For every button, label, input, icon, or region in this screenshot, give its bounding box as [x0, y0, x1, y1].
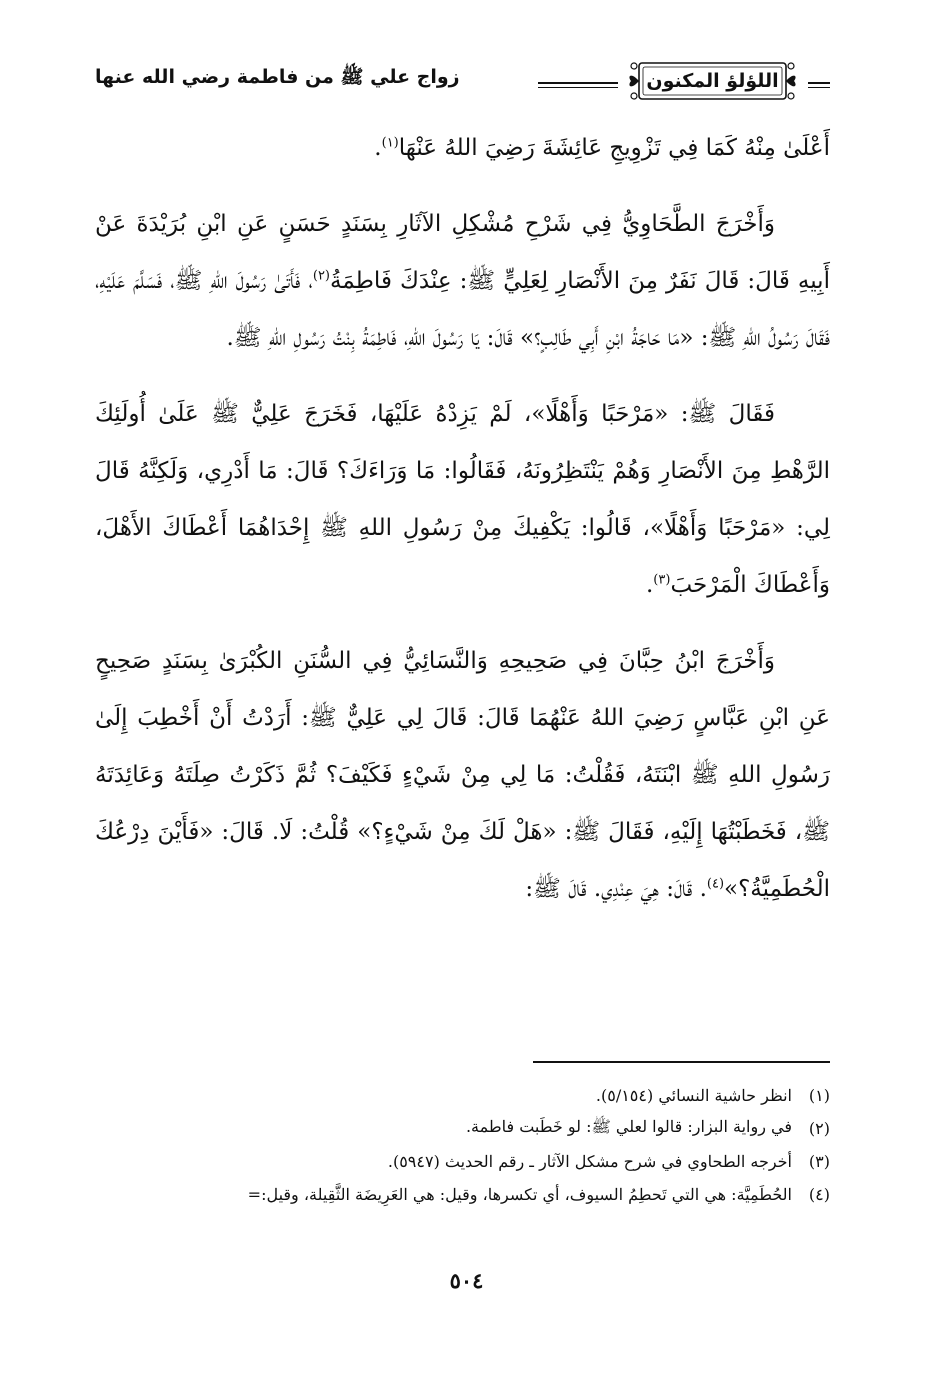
footnote-number: (١)	[808, 1086, 830, 1105]
paragraph-1	[95, 120, 830, 177]
paragraph-2-text-b: ، فَأَتَىٰ رَسُولَ اللهِ ﷺ، فَسَلَّمَ عَلَيْهِ، فَقَالَ رَسُولُ اللهِ ﷺ: «مَا حَاجَةُ ابْنِ أَبِي طَالِبٍ؟» قَالَ: يَا رَسُولَ اللهِ، فَاطِمَةُ بِنْتُ رَسُولِ اللهِ ﷺ.	[95, 268, 830, 351]
footnote-number: (٤)	[808, 1185, 830, 1204]
paragraph-1-end: .	[374, 135, 382, 161]
footnote-separator	[533, 1061, 830, 1063]
paragraph-2-text-a: وَأَخْرَجَ الطَّحَاوِيُّ فِي شَرْحِ مُشْكِلِ الآثَارِ بِسَنَدٍ حَسَنٍ عَنِ ابْنِ بُرَيْدَةَ عَنْ أَبِيهِ قَالَ: قَالَ نَفَرٌ مِنَ الأَنْصَارِ لِعَلِيٍّ ﷺ: عِنْدَكَ فَاطِمَةُ	[95, 211, 830, 294]
paragraph-2	[95, 196, 830, 367]
footnote-text: انظر حاشية النسائي (٥/١٥٤).	[595, 1086, 792, 1105]
running-header	[95, 52, 830, 112]
chapter-title: زواج علي ﷺ من فاطمة رضي الله عنها	[95, 66, 460, 88]
paragraph-1-text: أَعْلَىٰ مِنْهُ كَمَا فِي تَزْوِيجِ عَائِشَةَ رَضِيَ اللهُ عَنْهَا	[398, 135, 830, 161]
footnote-4	[95, 1178, 830, 1211]
book-title: اللؤلؤ المكنون	[646, 70, 779, 92]
footnote-ref-2: (٢)	[312, 268, 330, 284]
main-text	[95, 120, 830, 937]
footnote-text: في رواية البزار: قالوا لعلي ﷺ: لو خَطَبت فاطمة.	[465, 1117, 792, 1136]
page-number: ٥٠٤	[449, 1268, 484, 1293]
footnote-2	[95, 1112, 830, 1145]
footnotes	[95, 1079, 830, 1211]
paragraph-3-end: .	[645, 572, 654, 598]
footnote-1	[95, 1079, 830, 1112]
paragraph-4-text-a: وَأَخْرَجَ ابْنُ حِبَّانَ فِي صَحِيحِهِ وَالنَّسَائِيُّ فِي السُّنَنِ الكُبْرَىٰ بِسَنَدٍ صَحِيحٍ عَنِ ابْنِ عَبَّاسٍ رَضِيَ اللهُ عَنْهُمَا قَالَ: قَالَ لِي عَلِيٌّ ﷺ: أَرَدْتُ أَنْ أَخْطِبَ إِلَىٰ رَسُولِ اللهِ ﷺ ابْنَتَهُ، فَقُلْتُ: مَا لِي مِنْ شَيْءٍ فَكَيْفَ؟ ثُمَّ ذَكَرْتُ صِلَتَهُ وَعَائِدَتَهُ ﷺ، فَخَطَبْتُهَا إِلَيْهِ، فَقَالَ ﷺ: «هَلْ لَكَ مِنْ شَيْءٍ؟» قُلْتُ: لَا. قَالَ: «فَأَيْنَ دِرْعُكَ الْحُطَمِيَّةُ؟»	[95, 648, 830, 902]
paragraph-3	[95, 386, 830, 614]
paragraph-3-text: فَقَالَ ﷺ: «مَرْحَبًا وَأَهْلًا»، لَمْ يَزِدْهُ عَلَيْهَا، فَخَرَجَ عَلِيٌّ ﷺ عَلَىٰ أُولَئِكَ الرَّهْطِ مِنَ الأَنْصَارِ وَهُمْ يَنْتَظِرُونَهُ، فَقَالُوا: مَا وَرَاءَكَ؟ قَالَ: مَا أَدْرِي، وَلَكِنَّهُ قَالَ لِي: «مَرْحَبًا وَأَهْلًا»، قَالُوا: يَكْفِيكَ مِنْ رَسُولِ اللهِ ﷺ إِحْدَاهُمَا أَعْطَاكَ الأَهْلَ، وَأَعْطَاكَ الْمَرْحَبَ	[95, 401, 830, 598]
footnote-text: الحُطَمِيَّة: هي التي تَحطِمُ السيوف، أي تكسرها، وقيل: هي العَرِيضَة الثَّقِيلة، وقيل:=	[247, 1185, 792, 1204]
paragraph-4	[95, 633, 830, 918]
footnote-ref-4: (٤)	[706, 876, 725, 892]
footnote-text: أخرجه الطحاوي في شرح مشكل الآثار ـ رقم الحديث (٥٩٤٧).	[387, 1152, 792, 1171]
header-rule-middle	[538, 82, 618, 84]
footnote-3	[95, 1145, 830, 1178]
footnote-ref-3: (٣)	[653, 572, 671, 588]
paragraph-4-text-b: . قَالَ: هِيَ عِنْدِي. قَالَ ﷺ:	[525, 876, 707, 902]
footnote-number: (٣)	[808, 1152, 830, 1171]
footnote-number: (٢)	[808, 1119, 830, 1138]
book-title-cartouche	[625, 58, 800, 104]
header-rule-right	[808, 82, 830, 84]
footnote-ref-1: (١)	[381, 135, 399, 151]
